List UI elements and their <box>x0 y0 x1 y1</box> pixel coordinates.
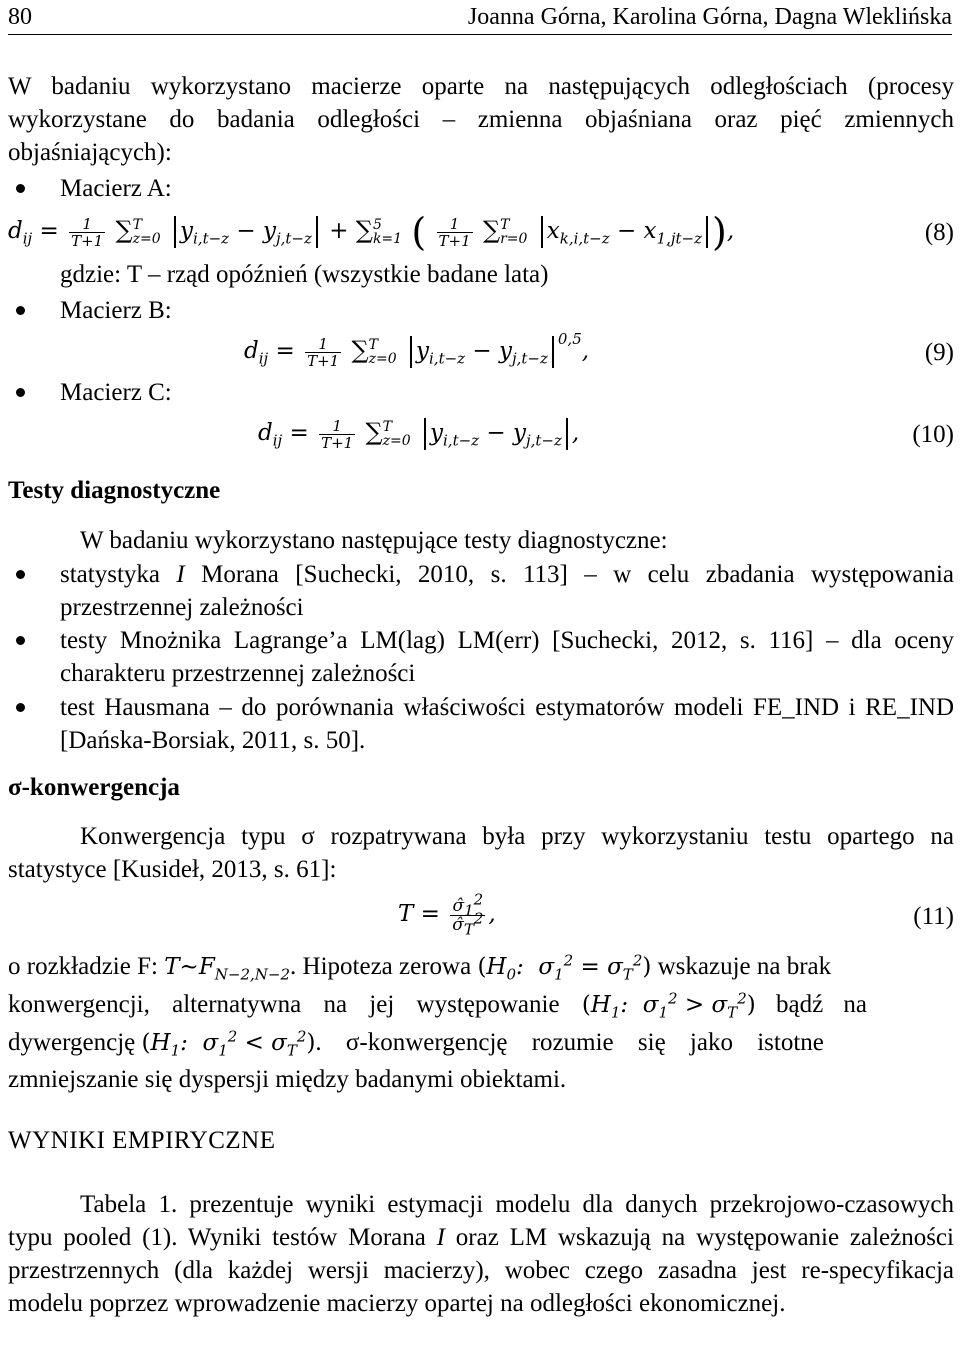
math-h1-divergence: ($H_1$: $\sigma_1^2 < \sigma_T^2$) <box>141 1027 316 1060</box>
bullet-dot <box>16 570 25 579</box>
sigma-line-2: konwergencji, alternatywna na jej występowanie ($H_1$: $\sigma_1^2 > \sigma_T^2$) bądź na <box>8 989 868 1022</box>
math-h1-convergence: ($H_1$: $\sigma_1^2 > \sigma_T^2$) <box>581 989 756 1022</box>
equation-8: $d_{ij}$ = $\frac{1}{T+1}$ ∑ T z=0 $y_{i,t-z} - y_{j,t-z}$ + ∑ 5 k=1 ( $\frac{1}{T+1}$ ∑ T r=0 $x_{k,i,t-z} - x_{1,jt-z}$ ), <box>8 210 735 254</box>
section-heading-tests: Testy diagnostyczne <box>8 477 221 504</box>
bullet-dot <box>16 306 25 315</box>
section-heading-results: WYNIKI EMPIRYCZNE <box>8 1127 276 1154</box>
math-h0: ($H_0$: $\sigma_1^2 = \sigma_T^2$) <box>477 951 652 984</box>
matrix-a-note: gdzie: T – rząd opóźnień (wszystkie badane lata) <box>60 261 549 288</box>
equation-9: $d_{ij}$ = $\frac{1}{T+1}$ ∑ T z=0 $y_{i,t-z} - y_{j,t-z}^{0,5}$, <box>244 330 590 370</box>
sigma-line-3: dywergencję ($H_1$: $\sigma_1^2 < \sigma_T^2$). σ-konwergencję rozumie się jako istotne <box>8 1027 824 1060</box>
running-header <box>8 0 952 35</box>
sigma-paragraph: Konwergencja typu σ rozpatrywana była przy wykorzystaniu testu opartego na statystyce [Kusideł, 2013, s. 61]: <box>8 823 954 883</box>
sigma-line-1: o rozkładzie F: $T\sim F_{N-2,N-2}$. Hipoteza zerowa ($H_0$: $\sigma_1^2 = \sigma_T^2$) wskazuje na brak <box>8 951 832 984</box>
tests-item-moran: statystyka I Morana [Suchecki, 2010, s. 113] – w celu zbadania występowania przestrzennej zależności <box>60 561 954 621</box>
tests-item-lagrange: testy Mnożnika Lagrange’a LM(lag) LM(err) [Suchecki, 2012, s. 116] – dla oceny charakteru przestrzennej zależności <box>60 627 954 687</box>
bullet-dot <box>16 184 25 193</box>
tests-intro: W badaniu wykorzystano następujące testy diagnostyczne: <box>80 527 668 554</box>
equation-number-9: (9) <box>924 339 954 366</box>
bullet-dot <box>16 388 25 397</box>
sigma-line-4: zmniejszanie się dyspersji między badanymi obiektami. <box>8 1066 567 1093</box>
bullet-dot <box>16 703 25 712</box>
matrix-b-label: Macierz B: <box>60 297 172 324</box>
bullet-dot <box>16 636 25 645</box>
equation-10: $d_{ij}$ = $\frac{1}{T+1}$ ∑ T z=0 $y_{i,t-z} - y_{j,t-z}$ , <box>258 416 580 452</box>
equation-number-11: (11) <box>913 903 954 930</box>
header-authors: Joanna Górna, Karolina Górna, Dagna Wleklińska <box>467 4 952 30</box>
equation-number-10: (10) <box>912 421 954 448</box>
math-f-distribution: $T\sim F_{N-2,N-2}$ <box>164 954 291 984</box>
equation-number-8: (8) <box>924 219 954 246</box>
equation-11: T = $\frac{\sigmâ_1^2}{\sigmâ_T^2}$ , <box>398 889 496 938</box>
matrix-c-label: Macierz C: <box>60 379 172 406</box>
matrix-a-label: Macierz A: <box>60 175 172 202</box>
tests-item-hausman: test Hausmana – do porównania właściwości estymatorów modeli FE_IND i RE_IND [Dańska-Borsiak, 2011, s. 50]. <box>60 694 954 754</box>
section-heading-sigma: σ-konwergencja <box>8 774 180 801</box>
results-paragraph: Tabela 1. prezentuje wyniki estymacji modelu dla danych przekrojowo-czasowych typu pooled (1). Wyniki testów Morana I oraz LM wskazują na występowanie zależności przestrzennych (dla każdej wersji macierzy), wobec czego zasadna jest re-specyfikacja modelu poprzez wprowadzenie macierzy opartej na odległości ekonomicznej. <box>8 1191 954 1317</box>
intro-paragraph: W badaniu wykorzystano macierze oparte na następujących odległościach (procesy wykorzystane do badania odległości – zmienna objaśniana oraz pięć zmiennych objaśniających): <box>8 73 954 166</box>
page-number: 80 <box>8 4 32 30</box>
